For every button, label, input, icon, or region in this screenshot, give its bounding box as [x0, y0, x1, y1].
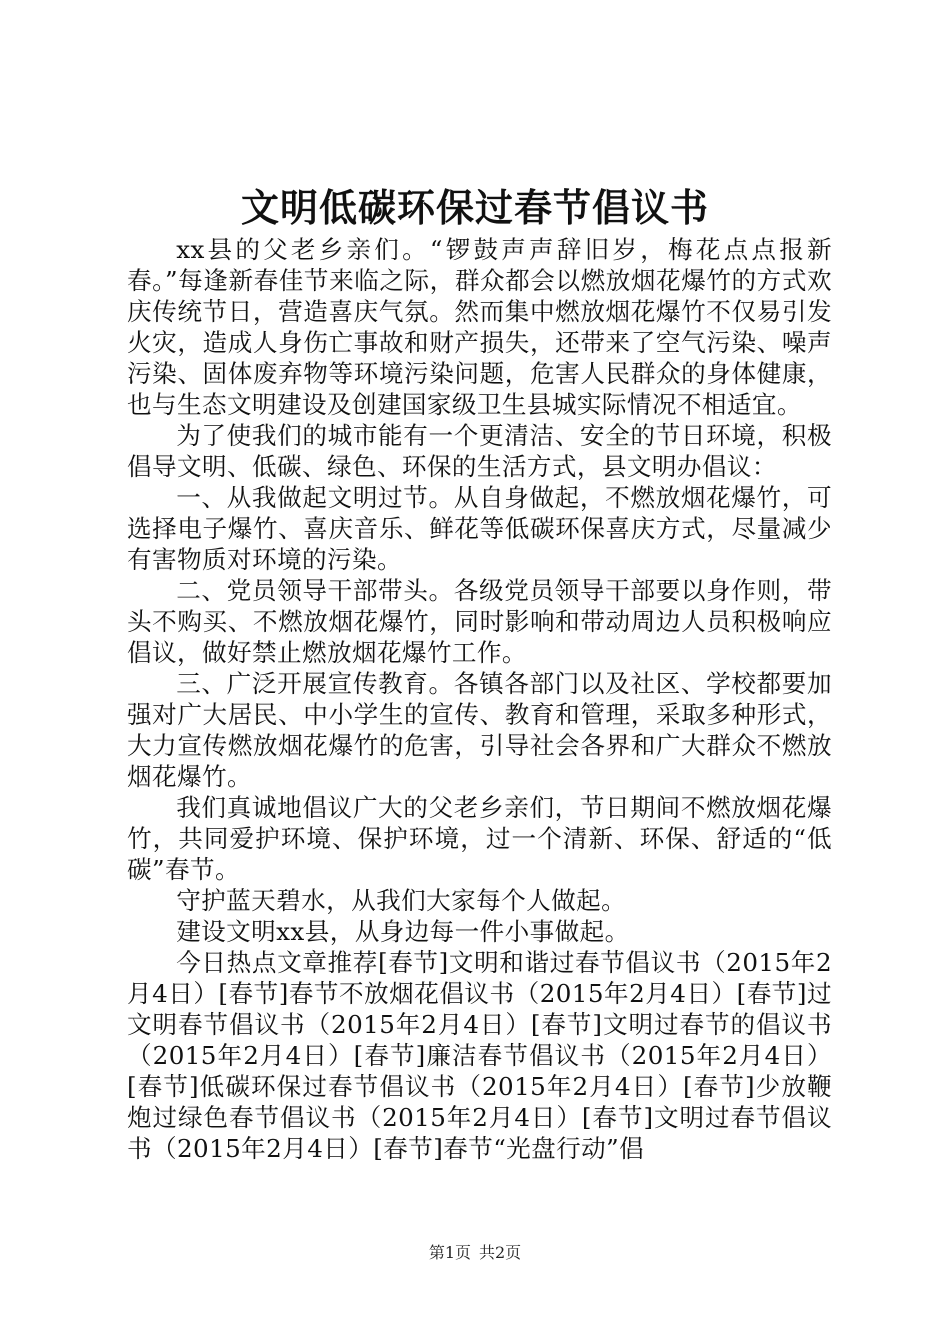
paragraph-item-2: 二、党员领导干部带头。各级党员领导干部要以身作则，带头不购买、不燃放烟花爆竹，同时影响和带动周边人员积极响应倡议，做好禁止燃放烟花爆竹工作。	[127, 576, 832, 667]
page-number: 第1页	[428, 1243, 471, 1262]
paragraph-recommended-articles: 今日热点文章推荐[春节]文明和谐过春节倡议书（2015年2月4日）[春节]春节不放烟花倡议书（2015年2月4日）[春节]过文明春节倡议书（2015年2月4日）[春节]文明过春节的倡议书（2015年2月4日）[春节]廉洁春节倡议书（2015年2月4日）[春节]低碳环保过春节倡议书（2015年2月4日）[春节]少放鞭炮过绿色春节倡议书（2015年2月4日）[春节]文明过春节倡议书（2015年2月4日）[春节]春节“光盘行动”倡	[127, 948, 832, 1163]
page-footer	[0, 1242, 950, 1264]
document-body	[127, 234, 832, 1164]
paragraph-appeal: 我们真诚地倡议广大的父老乡亲们，节日期间不燃放烟花爆竹，共同爱护环境、保护环境，过一个清新、环保、舒适的“低碳”春节。	[127, 793, 832, 884]
page-total: 共2页	[479, 1243, 522, 1262]
paragraph-item-1: 一、从我做起文明过节。从自身做起，不燃放烟花爆竹，可选择电子爆竹、喜庆音乐、鲜花等低碳环保喜庆方式，尽量减少有害物质对环境的污染。	[127, 483, 832, 574]
paragraph-greeting: xx县的父老乡亲们。“锣鼓声声辞旧岁，梅花点点报新春。”每逢新春佳节来临之际，群众都会以燃放烟花爆竹的方式欢庆传统节日，营造喜庆气氛。然而集中燃放烟花爆竹不仅易引发火灾，造成人身伤亡事故和财产损失，还带来了空气污染、噪声污染、固体废弃物等环境污染问题，危害人民群众的身体健康，也与生态文明建设及创建国家级卫生县城实际情况不相适宜。	[127, 235, 832, 419]
document-title: 文明低碳环保过春节倡议书	[240, 186, 709, 230]
paragraph-slogan-2: 建设文明xx县，从身边每一件小事做起。	[176, 917, 630, 946]
paragraph-slogan-1: 守护蓝天碧水，从我们大家每个人做起。	[176, 886, 627, 915]
paragraph-intro: 为了使我们的城市能有一个更清洁、安全的节日环境，积极倡导文明、低碳、绿色、环保的生活方式，县文明办倡议：	[127, 421, 832, 481]
paragraph-item-3: 三、广泛开展宣传教育。各镇各部门以及社区、学校都要加强对广大居民、中小学生的宣传、教育和管理，采取多种形式，大力宣传燃放烟花爆竹的危害，引导社会各界和广大群众不燃放烟花爆竹。	[127, 669, 832, 791]
